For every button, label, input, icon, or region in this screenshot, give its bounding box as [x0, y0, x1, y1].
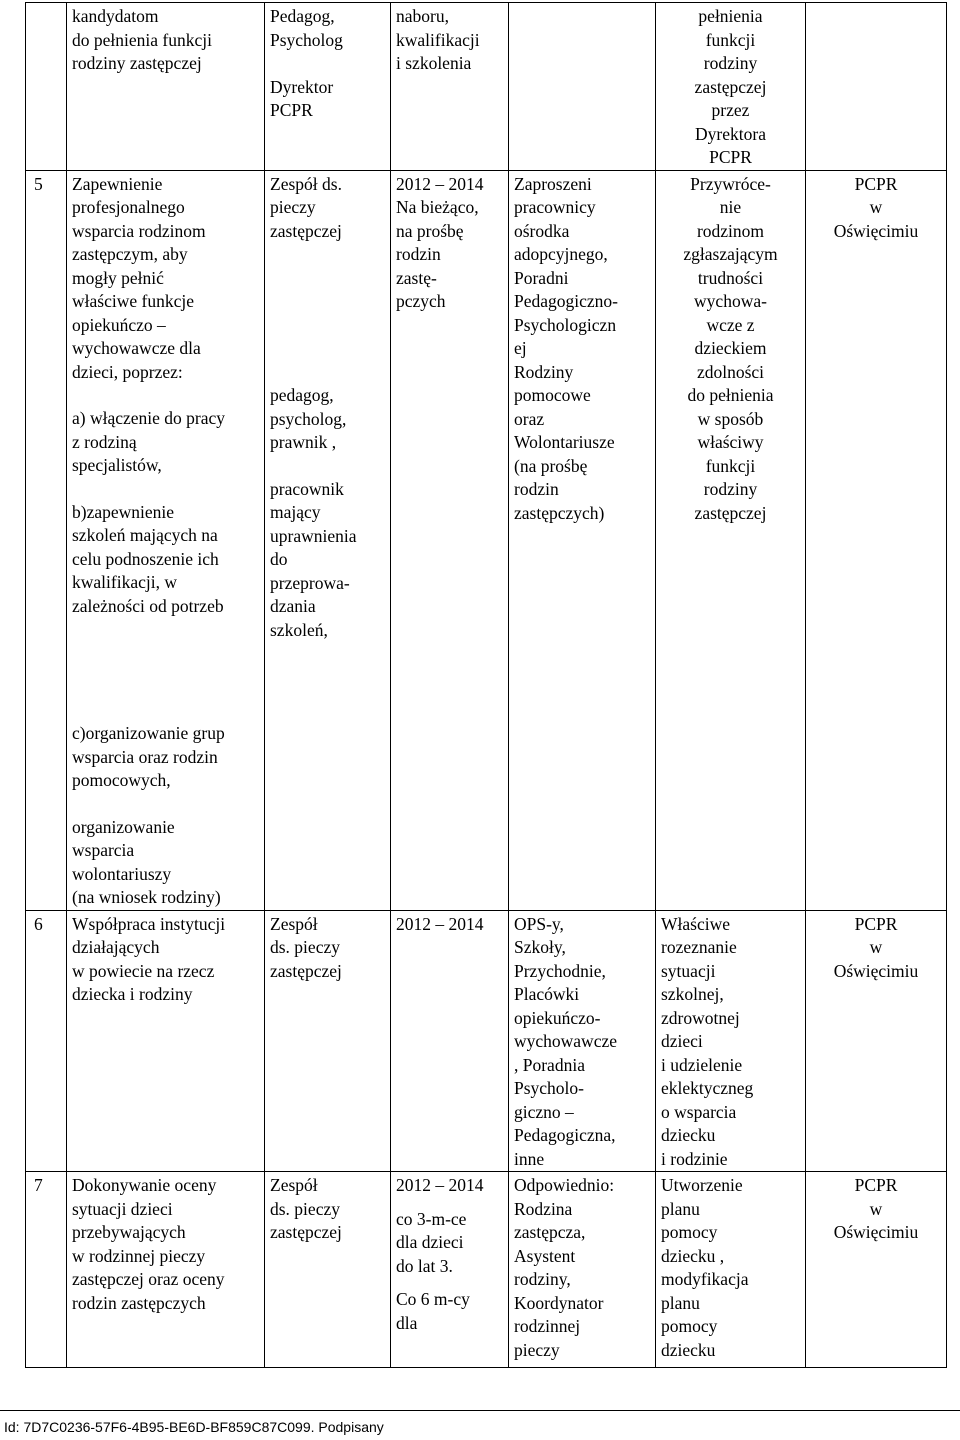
cell-text-line: dziecku: [661, 1125, 716, 1145]
cell-text-line: zdolności: [696, 361, 765, 382]
cell-text-line: inne: [514, 1148, 545, 1169]
cell-text-line: do lat 3.: [396, 1255, 453, 1276]
cell-text-line: giczno –: [514, 1101, 574, 1122]
cell-text-line: Poradni: [514, 267, 569, 288]
cell-text-line: Co 6 m-cy: [396, 1289, 470, 1309]
cell-text-line: przeprowa-: [270, 572, 350, 593]
cell-text-line: psycholog,: [270, 408, 347, 429]
executor-cell: [265, 3, 391, 171]
cell-text-line: rozeznanie: [661, 937, 737, 957]
cell-text-line: pracownik: [270, 478, 344, 499]
cell-text-line: przebywających: [72, 1222, 186, 1242]
cell-text-line: przez: [711, 100, 750, 120]
cell-text-line: zdrowotnej: [661, 1007, 740, 1028]
cell-text-line: oraz: [514, 408, 545, 429]
cell-text-line: właściwy: [697, 432, 764, 452]
cell-text-line: zastępczej: [694, 502, 767, 523]
row-number-cell: [26, 170, 67, 910]
cell-text-line: w powiecie na rzecz: [72, 960, 215, 981]
cell-text-line: zgłaszającym: [683, 244, 778, 264]
cell-text-line: wychowa-: [694, 291, 767, 311]
cell-text-line: b)zapewnienie: [72, 501, 175, 522]
cell-text-line: Psycholog: [270, 29, 343, 50]
cell-text-line: wolontariuszy: [72, 863, 172, 884]
cell-text-line: zastępczym, aby: [72, 244, 188, 264]
row-number: 5: [34, 173, 43, 194]
cell-text-line: ds. pieczy: [270, 937, 340, 957]
cell-text-line: ośrodka: [514, 220, 570, 241]
cell-text-line: PCPR: [854, 1175, 898, 1195]
cell-text-line: PCPR: [854, 913, 898, 934]
cell-text-line: funkcji: [705, 455, 756, 476]
cell-text-line: Zespół ds.: [270, 173, 342, 194]
cell-text-line: pomocy: [661, 1222, 718, 1242]
cell-text-line: pieczy: [270, 197, 316, 217]
task-cell: [67, 170, 265, 910]
cell-text-line: właściwe funkcje: [72, 291, 194, 311]
table-row: [26, 170, 947, 910]
responsible-cell: [806, 910, 947, 1172]
task-item-c: [72, 722, 259, 793]
cell-text-line: pomocy: [661, 1316, 718, 1336]
cell-text-line: do: [270, 549, 288, 569]
cell-text-line: Rodzina: [514, 1198, 573, 1219]
cell-text-line: i rodzinie: [661, 1148, 728, 1169]
cell-text-line: sytuacji dzieci: [72, 1198, 173, 1219]
cell-text-line: (na wniosek rodziny): [72, 887, 221, 907]
cell-text-line: Zespół: [270, 1175, 318, 1195]
partners-cell: [509, 170, 656, 910]
task-cell: [67, 1172, 265, 1368]
cell-text-line: Pedagogiczno-: [514, 291, 618, 311]
cell-text-line: rodziny zastępczej: [72, 53, 202, 73]
cell-text-line: 2012 – 2014: [396, 913, 484, 934]
partners-cell: [509, 1172, 656, 1368]
responsible-cell: [806, 1172, 947, 1368]
term-cell: [391, 170, 509, 910]
partners-cell: [509, 910, 656, 1172]
executor-team: [270, 173, 385, 244]
responsible-cell: [806, 3, 947, 171]
cell-text-line: Zaproszeni: [514, 173, 592, 194]
cell-text-line: ds. pieczy: [270, 1198, 340, 1219]
result-cell: [656, 910, 806, 1172]
cell-text-line: Oświęcimiu: [833, 960, 919, 981]
executor-trainer: [270, 478, 385, 643]
cell-text-line: Utworzenie: [661, 1175, 743, 1195]
cell-text-line: pczych: [396, 291, 446, 311]
cell-text-line: modyfikacja: [661, 1269, 749, 1289]
task-item-d: [72, 816, 259, 910]
cell-text-line: Odpowiednio:: [514, 1175, 615, 1195]
cell-text-line: Dokonywanie oceny: [72, 1175, 217, 1195]
cell-text-line: PCPR: [854, 173, 898, 194]
cell-text-line: mający: [270, 502, 321, 522]
result-cell: [656, 1172, 806, 1368]
cell-text-line: rodzin zastępczych: [72, 1292, 206, 1313]
cell-text-line: dla: [396, 1312, 418, 1333]
cell-text-line: co 3-m-ce: [396, 1208, 467, 1229]
task-cell: [67, 910, 265, 1172]
cell-text-line: celu podnoszenie ich: [72, 548, 219, 569]
plan-table: [25, 2, 947, 1368]
cell-text-line: adopcyjnego,: [514, 244, 608, 264]
cell-text-line: nie: [719, 197, 742, 217]
cell-text-line: planu: [661, 1198, 700, 1219]
cell-text-line: opiekuńczo-: [514, 1007, 601, 1028]
cell-text-line: Psycholo-: [514, 1078, 584, 1098]
cell-text-line: Przychodnie,: [514, 960, 606, 981]
cell-text-line: dzieci, poprzez:: [72, 361, 183, 382]
cell-text-line: prawnik ,: [270, 432, 337, 452]
cell-text-line: naboru,: [396, 6, 449, 26]
cell-text-line: OPS-y,: [514, 913, 564, 934]
cell-text-line: w: [869, 197, 883, 217]
row-number: 6: [34, 913, 43, 934]
task-intro: [72, 173, 259, 385]
row-number-cell: [26, 3, 67, 171]
cell-text-line: 2012 – 2014: [396, 173, 484, 194]
cell-text-line: dziecka i rodziny: [72, 984, 193, 1004]
executor-specialists: [270, 384, 385, 455]
cell-text-line: [270, 52, 385, 76]
partners-cell: [509, 3, 656, 171]
cell-text-line: PCPR: [709, 147, 752, 167]
cell-text-line: organizowanie: [72, 816, 175, 837]
cell-text-line: Przywróce-: [690, 173, 771, 194]
task-item-b: [72, 501, 259, 619]
cell-text-line: wychowawcze dla: [72, 338, 201, 358]
cell-text-line: trudności: [697, 267, 764, 288]
cell-text-line: dla dzieci: [396, 1232, 464, 1252]
cell-text-line: dziecku ,: [661, 1245, 725, 1266]
result-cell: [656, 170, 806, 910]
cell-text-line: sytuacji: [661, 960, 716, 981]
cell-text-line: Właściwe: [661, 913, 730, 934]
table-row: [26, 1172, 947, 1368]
term-cell: [391, 1172, 509, 1368]
cell-text-line: Oświęcimiu: [833, 220, 919, 241]
cell-text-line: pomocowych,: [72, 770, 171, 790]
cell-text-line: Zespół: [270, 913, 318, 934]
cell-text-line: Zapewnienie: [72, 173, 163, 194]
cell-text-line: funkcji: [705, 29, 756, 50]
cell-text-line: pomocowe: [514, 385, 591, 405]
cell-text-line: rodzin: [396, 244, 441, 264]
cell-text-line: wcze z: [706, 314, 755, 335]
document-id-footer: Id: 7D7C0236-57F6-4B95-BE6D-BF859C87C099. Podpisany: [4, 1419, 384, 1435]
term-frequency-other: [396, 1288, 503, 1335]
cell-text-line: w: [869, 937, 883, 957]
cell-text-line: i udzielenie: [661, 1054, 743, 1075]
cell-text-line: Pedagogiczna,: [514, 1125, 616, 1145]
cell-text-line: Rodziny: [514, 361, 574, 382]
row-number-cell: [26, 1172, 67, 1368]
cell-text-line: działających: [72, 937, 160, 957]
cell-text-line: wsparcia: [72, 840, 135, 860]
cell-text-line: zastępczej: [270, 960, 342, 981]
table-row: [26, 910, 947, 1172]
cell-text-line: Asystent: [514, 1245, 576, 1266]
cell-text-line: mogły pełnić: [72, 267, 164, 288]
row-number: 7: [34, 1175, 43, 1195]
cell-text-line: w rodzinnej pieczy: [72, 1245, 206, 1266]
cell-text-line: kwalifikacji, w: [72, 572, 177, 592]
cell-text-line: zastępczych): [514, 502, 605, 523]
task-cell: [67, 3, 265, 171]
cell-text-line: Placówki: [514, 984, 580, 1004]
cell-text-line: opiekuńczo –: [72, 314, 166, 335]
cell-text-line: o wsparcia: [661, 1101, 737, 1122]
cell-text-line: zależności od potrzeb: [72, 595, 224, 616]
cell-text-line: Wolontariusze: [514, 432, 615, 452]
result-cell: [656, 3, 806, 171]
cell-text-line: do pełnienia funkcji: [72, 29, 212, 50]
cell-text-line: zastępcza,: [514, 1222, 586, 1242]
cell-text-line: Współpraca instytucji: [72, 913, 226, 934]
cell-text-line: planu: [661, 1292, 700, 1313]
term-cell: [391, 3, 509, 171]
cell-text-line: profesjonalnego: [72, 197, 185, 217]
cell-text-line: a) włączenie do pracy: [72, 408, 226, 428]
cell-text-line: rodzinom: [696, 220, 765, 241]
cell-text-line: pracownicy: [514, 197, 596, 217]
responsible-cell: [806, 170, 947, 910]
cell-text-line: ej: [514, 338, 527, 358]
cell-text-line: pełnienia: [698, 6, 763, 26]
cell-text-line: zastępczej oraz oceny: [72, 1269, 225, 1289]
cell-text-line: dzieckiem: [694, 338, 767, 358]
cell-text-line: kandydatom: [72, 6, 159, 26]
cell-text-line: dziecku: [661, 1339, 716, 1360]
cell-text-line: i szkolenia: [396, 53, 472, 73]
cell-text-line: Dyrektora: [695, 123, 766, 144]
cell-text-line: z rodziną: [72, 431, 137, 452]
cell-text-line: uprawnienia: [270, 525, 357, 546]
cell-text-line: zastępczej: [270, 1222, 342, 1242]
row-number-cell: [26, 910, 67, 1172]
term-frequency-young: [396, 1208, 503, 1279]
cell-text-line: Szkoły,: [514, 937, 566, 957]
footer-divider: [0, 1410, 960, 1411]
cell-text-line: rodzinnej: [514, 1316, 581, 1336]
cell-text-line: pedagog,: [270, 385, 334, 405]
cell-text-line: c)organizowanie grup: [72, 723, 225, 743]
term-period: [396, 1174, 503, 1198]
executor-cell: [265, 910, 391, 1172]
cell-text-line: w sposób: [697, 408, 764, 429]
cell-text-line: Dyrektor: [270, 76, 334, 97]
cell-text-line: PCPR: [270, 100, 313, 120]
cell-text-line: dzieci: [661, 1031, 703, 1051]
cell-text-line: rodziny: [703, 53, 758, 73]
cell-text-line: do pełnienia: [687, 385, 774, 405]
cell-text-line: pieczy: [514, 1339, 560, 1360]
cell-text-line: szkoleń,: [270, 619, 328, 640]
cell-text-line: szkoleń mających na: [72, 525, 218, 545]
cell-text-line: wsparcia oraz rodzin: [72, 746, 218, 767]
term-cell: [391, 910, 509, 1172]
cell-text-line: Na bieżąco,: [396, 197, 479, 217]
executor-cell: [265, 1172, 391, 1368]
cell-text-line: kwalifikacji: [396, 29, 480, 50]
cell-text-line: wsparcia rodzinom: [72, 220, 206, 241]
table-row: [26, 3, 947, 171]
cell-text-line: na prośbę: [396, 220, 464, 241]
cell-text-line: zastę-: [396, 267, 437, 288]
cell-text-line: rodziny,: [514, 1269, 571, 1289]
cell-text-line: zastępczej: [270, 220, 342, 241]
cell-text-line: rodzin: [514, 479, 559, 499]
cell-text-line: szkolnej,: [661, 984, 724, 1004]
cell-text-line: Oświęcimiu: [833, 1222, 919, 1242]
cell-text-line: eklektyczneg: [661, 1078, 754, 1098]
cell-text-line: Pedagog,: [270, 6, 335, 26]
cell-text-line: wychowawcze: [514, 1031, 618, 1051]
cell-text-line: 2012 – 2014: [396, 1175, 484, 1195]
cell-text-line: , Poradnia: [514, 1054, 585, 1075]
task-item-a: [72, 407, 259, 478]
cell-text-line: (na prośbę: [514, 455, 588, 476]
cell-text-line: rodziny: [703, 479, 758, 499]
cell-text-line: Psychologiczn: [514, 314, 617, 335]
cell-text-line: dzania: [270, 596, 316, 616]
cell-text-line: zastępczej: [694, 76, 767, 97]
cell-text-line: specjalistów,: [72, 455, 162, 475]
cell-text-line: Koordynator: [514, 1292, 604, 1313]
executor-cell: [265, 170, 391, 910]
cell-text-line: w: [869, 1198, 883, 1219]
